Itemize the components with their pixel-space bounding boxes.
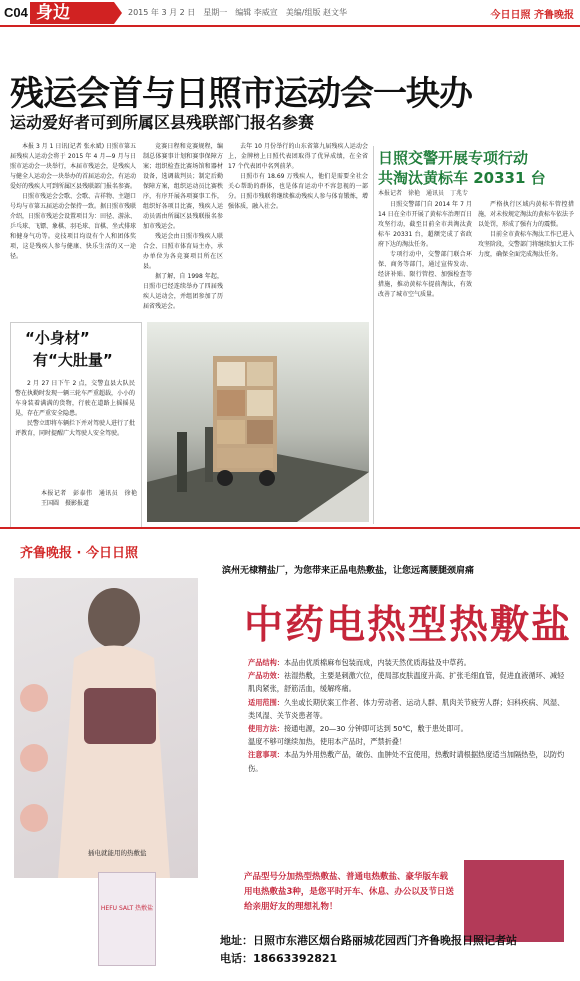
side-story-byline: 本报记者 徐艳 通讯员 丁兆专 — [378, 190, 469, 197]
story-paragraph: 2 月 27 日下午 2 点，交警直县大队民警在执勤时发现一辆三轮车严重超载，小小的车身装着满满的货物，行驶在道路上摇摇晃晃，存在严重安全隐患。 — [15, 380, 136, 417]
product-pad-image — [464, 860, 564, 942]
story-paragraph: 去年 10 月份举行的山东省第九届残疾人运动会上，金牌榜上日照代表团取得了优异成绩，在全省 17 个代表团中名列前茅。 — [228, 143, 368, 170]
issue-meta: 2015 年 3 月 2 日 星期一 编辑 李威宣 美编/组版 赵文华 — [128, 8, 348, 17]
header-rule — [0, 25, 580, 27]
story-paragraph: 专项行动中，交警部门联合环保、商务等部门，通过宣传发动、经济补贴、限行管控、加强检查等措施，推动黄标车提前淘汰，有效改善了城市空气质量。 — [378, 251, 472, 298]
side-story-column-1 — [378, 200, 472, 520]
ad-title: 中药电热型热敷盐 — [244, 603, 573, 648]
truck-photo-illustration — [147, 322, 369, 522]
spec-item: 产品结构：本品由优质棉麻布包装而成，内装天然优质海盐及中草药。 — [248, 658, 471, 667]
box-body — [15, 379, 135, 487]
main-subheadline: 运动爱好者可到所属区县残联部门报名参赛 — [10, 113, 315, 132]
spec-item: 注意事项：本品为外用热敷产品，破伤、血肿处不宜使用，热敷时请根据热度适当加隔热垫，以防灼伤。 — [248, 750, 565, 773]
masthead-brand: 今日日照 齐鲁晚报 — [490, 10, 574, 21]
story-paragraph: 日照市有 18.69 万残疾人，他们是需要全社会关心帮助的群体，也是体育运动中不容忽视的一部分。日照市残联将继续推动残疾人参与体育锻炼，增强体质，融入社会。 — [228, 173, 368, 210]
side-headline-line2: 共淘汰黄标车 20331 台 — [378, 169, 546, 187]
ad-contact — [220, 932, 517, 968]
ad-separator — [0, 527, 580, 529]
story-paragraph: 民警立即将车辆拦下并对驾驶人进行了批评教育，同时提醒广大驾驶人安全驾驶。 — [15, 420, 136, 437]
story-paragraph: 本报 3 月 1 日讯(记者 张永斌) 日照市第五届残疾人运动会将于 2015 年 4 月—9 月与日照市运动会一块举行，本届市残运会，是残疾人与健全人运动会一块举办的首届运动会，有运动爱好的残疾人可到所属区县残联部门报名参赛。 — [10, 143, 137, 190]
product-package — [98, 872, 156, 966]
box-title-line2: 有“大肚量” — [33, 351, 113, 369]
photo-caption: 插电就能用的热敷盐 — [88, 849, 147, 857]
advertisement — [8, 530, 572, 976]
story-paragraph: 目前全市黄标车淘汰工作已进入攻坚阶段，交警部门将继续加大工作力度，确保全面完成淘汰任务。 — [478, 231, 575, 258]
spec-note: 温度不够可继续加热，使用本产品时，严禁折叠！ — [248, 737, 407, 747]
ad-slogan: 滨州无棣精盐厂，为您带来正品电热敷盐，让您远离腰腿颈肩痛 — [222, 566, 475, 576]
section-arrow-icon — [114, 2, 122, 24]
side-box-story — [10, 322, 142, 529]
story-column-2 — [143, 142, 223, 317]
column-divider — [373, 146, 374, 524]
box-byline: 本报记者 彭泰伟 通讯员 徐艳 王国圆 摄影报道 — [41, 490, 144, 507]
side-story-headline — [378, 148, 578, 188]
ad-phone: 电话：18663392821 — [220, 952, 338, 965]
story-paragraph: 日照交警部门自 2014 年 7 月 14 日在全市开展了黄标车治理百日攻坚行动，截至目前全市共淘汰黄标车 20331 台，超额完成了省政府下达的淘汰任务。 — [378, 201, 472, 248]
model-back-illustration — [14, 578, 198, 878]
ad-address: 地址：日照市东港区烟台路丽城花园西门齐鲁晚报日照记者站 — [220, 934, 517, 947]
ad-brand: 齐鲁晚报 · 今日日照 — [20, 546, 138, 561]
ad-spec-list — [248, 656, 568, 775]
side-story-column-2 — [478, 200, 574, 520]
story-paragraph: 严格执行区域内黄标车管控措施，对未按规定淘汰的黄标车依法予以处罚，形成了强有力的震慑。 — [478, 201, 575, 228]
ad-model-photo — [14, 578, 198, 878]
story-paragraph: 据了解，自 1998 年起，日照市已经连续举办了四届残疾人运动会，并组团参加了历届省残运会。 — [143, 273, 223, 310]
package-label: HEFU SALT 热敷盐 — [100, 905, 154, 912]
story-paragraph: 竞赛日程和竞赛规程，编制总体赛事计划和赛事保障方案；组织检查比赛场馆和器材设备，选调裁判员；制定后勤保障方案，组织运动员比赛秩序，有序开展各项赛事工作，组织好各项目比赛，残疾人运动员需由所属区县残联报名参加市残运会。 — [143, 143, 223, 230]
story-column-1 — [10, 142, 136, 317]
story-paragraph: 日照市残运会会歌、会歌、吉祥物、主题口号均与市第五届运动会保持一致。据日照市残联介绍，日照市残运会设置项目为：田径、游泳、乒乓球、飞镖、象棋、羽毛球、盲棋、坐式排球和健身气功等。竞技项目均设有个人和团体奖项，这是残疾人参与健康、快乐生活的又一途径。 — [10, 193, 137, 260]
main-headline: 残运会首与日照市运动会一块办 — [10, 74, 472, 114]
side-headline-line1: 日照交警开展专项行动 — [378, 149, 529, 167]
spec-item: 适用范围：久坐或长期伏案工作者、体力劳动者、运动人群、肌肉关节疲劳人群；妇科疾病、风湿、类风湿、关节炎患者等。 — [248, 697, 565, 720]
page-header — [0, 0, 580, 26]
box-title-line1: “小身材” — [25, 329, 90, 347]
section-tab: 身边 — [30, 2, 114, 24]
spec-item: 使用方法：接通电源，20—30 分钟即可达到 50℃，敷于患处即可。 — [248, 724, 468, 734]
news-photo — [147, 322, 369, 522]
ad-promo-text: 产品型号分加热型热敷盐、普通电热敷盐、豪华版车载用电热敷盐3种，是您平时开车、休息、办公以及节日送给亲朋好友的理想礼物！ — [244, 872, 454, 912]
page-number: C04 — [4, 5, 28, 20]
story-column-3 — [228, 142, 368, 317]
spec-item: 产品功效：祛湿热敷，主要是刺激穴位，使局部皮肤温度升高、扩张毛细血管，促进血液循环、减轻肌肉紧张，舒筋活血，缓解疼痛。 — [248, 671, 565, 694]
story-paragraph: 残运会由日照市残疾人联合会、日照市体育局主办，承办单位为各竞赛项目所在区县。 — [143, 233, 223, 270]
